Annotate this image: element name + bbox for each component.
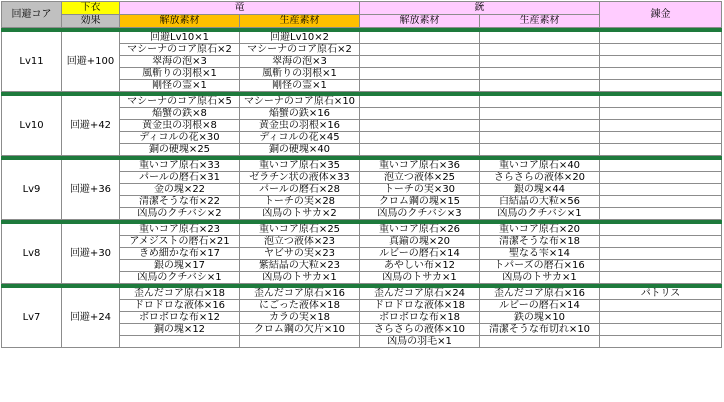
dragon-production-cell: 凶鳥のトサカ×1 xyxy=(240,272,360,284)
gun-production-cell xyxy=(480,144,600,156)
dragon-production-cell: 重いコア原石×35 xyxy=(240,160,360,172)
gun-release-cell: ドロドロな液体×18 xyxy=(360,300,480,312)
alchemy-cell xyxy=(600,224,722,236)
gun-production-cell xyxy=(480,132,600,144)
alchemy-cell xyxy=(600,208,722,220)
gun-production-cell xyxy=(480,80,600,92)
header-effect-bottom: 効果 xyxy=(62,15,120,28)
gun-release-cell: クロム鋼の塊×15 xyxy=(360,196,480,208)
gun-release-cell: あやしい布×12 xyxy=(360,260,480,272)
gun-release-cell: 真鍮の塊×20 xyxy=(360,236,480,248)
gun-release-cell: 凶鳥のクチバシ×3 xyxy=(360,208,480,220)
gun-release-cell: 凶鳥のトサカ×1 xyxy=(360,272,480,284)
dragon-production-cell: マシーナのコア原石×2 xyxy=(240,44,360,56)
gun-release-cell xyxy=(360,108,480,120)
level-cell: Lv11 xyxy=(2,32,62,92)
alchemy-cell xyxy=(600,260,722,272)
alchemy-cell xyxy=(600,56,722,68)
gun-release-cell: トーチの実×30 xyxy=(360,184,480,196)
gun-production-cell: 白結晶の大粒×56 xyxy=(480,196,600,208)
table-row xyxy=(2,96,722,108)
gun-release-cell xyxy=(360,96,480,108)
dragon-release-cell: 凶鳥のクチバシ×2 xyxy=(120,208,240,220)
alchemy-cell xyxy=(600,44,722,56)
gun-production-cell: 重いコア原石×20 xyxy=(480,224,600,236)
dragon-release-cell: 重いコア原石×23 xyxy=(120,224,240,236)
gun-production-cell xyxy=(480,56,600,68)
alchemy-cell xyxy=(600,312,722,324)
dragon-production-cell: 翠海の泡×3 xyxy=(240,56,360,68)
dragon-release-cell: ドロドロな液体×16 xyxy=(120,300,240,312)
table-row xyxy=(2,224,722,236)
gun-release-cell xyxy=(360,56,480,68)
dragon-production-cell: 銅の硬塊×40 xyxy=(240,144,360,156)
table-row xyxy=(2,288,722,300)
dragon-production-cell: マシーナのコア原石×10 xyxy=(240,96,360,108)
header-dragon-release: 解放素材 xyxy=(120,15,240,28)
gun-release-cell: 重いコア原石×36 xyxy=(360,160,480,172)
gun-production-cell xyxy=(480,32,600,44)
dragon-release-cell: 重いコア原石×33 xyxy=(120,160,240,172)
gun-production-cell: 清潔そうな布×18 xyxy=(480,236,600,248)
gun-release-cell: さらさらの液体×10 xyxy=(360,324,480,336)
dragon-release-cell: 銅の塊×12 xyxy=(120,324,240,336)
gun-release-cell: ルビーの磨石×14 xyxy=(360,248,480,260)
gun-production-cell: 聖なる雫×14 xyxy=(480,248,600,260)
gun-release-cell xyxy=(360,68,480,80)
dragon-production-cell xyxy=(240,336,360,348)
level-cell: Lv7 xyxy=(2,288,62,348)
dragon-release-cell: 剛怪の霊×1 xyxy=(120,80,240,92)
alchemy-cell xyxy=(600,96,722,108)
gun-production-cell: 清潔そうな布切れ×10 xyxy=(480,324,600,336)
gun-production-cell xyxy=(480,96,600,108)
dragon-release-cell xyxy=(120,336,240,348)
alchemy-cell xyxy=(600,236,722,248)
alchemy-cell xyxy=(600,80,722,92)
alchemy-cell xyxy=(600,248,722,260)
header-dragon: 竜 xyxy=(120,2,360,15)
gun-release-cell: ボロボロな布×18 xyxy=(360,312,480,324)
dragon-release-cell: 風斬りの羽根×1 xyxy=(120,68,240,80)
table-row xyxy=(2,160,722,172)
alchemy-cell xyxy=(600,184,722,196)
alchemy-cell xyxy=(600,120,722,132)
dragon-production-cell: 黄金虫の羽根×16 xyxy=(240,120,360,132)
alchemy-cell xyxy=(600,108,722,120)
alchemy-cell xyxy=(600,68,722,80)
header-gun-release: 解放素材 xyxy=(360,15,480,28)
gun-release-cell xyxy=(360,44,480,56)
dragon-production-cell: 泡立つ液体×23 xyxy=(240,236,360,248)
gun-production-cell xyxy=(480,108,600,120)
gun-release-cell: 泡立つ液体×25 xyxy=(360,172,480,184)
alchemy-cell xyxy=(600,272,722,284)
dragon-release-cell: マシーナのコア原石×2 xyxy=(120,44,240,56)
alchemy-cell xyxy=(600,196,722,208)
gun-release-cell xyxy=(360,132,480,144)
dragon-production-cell: 紫結晶の大粒×23 xyxy=(240,260,360,272)
dragon-release-cell: 清潔そうな布×22 xyxy=(120,196,240,208)
dragon-production-cell: 剛怪の霊×1 xyxy=(240,80,360,92)
dragon-release-cell: 回避Lv10×1 xyxy=(120,32,240,44)
gun-production-cell: 歪んだコア原石×16 xyxy=(480,288,600,300)
level-cell: Lv10 xyxy=(2,96,62,156)
alchemy-cell xyxy=(600,160,722,172)
alchemy-cell xyxy=(600,172,722,184)
dragon-production-cell: カラの実×18 xyxy=(240,312,360,324)
dragon-release-cell: マシーナのコア原石×5 xyxy=(120,96,240,108)
dragon-release-cell: 金の塊×22 xyxy=(120,184,240,196)
effect-cell: 回避+24 xyxy=(62,288,120,348)
header-effect-top: 下衣 xyxy=(62,2,120,15)
alchemy-cell xyxy=(600,132,722,144)
alchemy-cell xyxy=(600,300,722,312)
alchemy-cell xyxy=(600,336,722,348)
header-gun: 銃 xyxy=(360,2,600,15)
gun-release-cell xyxy=(360,120,480,132)
gun-release-cell xyxy=(360,32,480,44)
dragon-release-cell: 黄金虫の羽根×8 xyxy=(120,120,240,132)
dragon-release-cell: 銀の塊×17 xyxy=(120,260,240,272)
gun-release-cell: 歪んだコア原石×24 xyxy=(360,288,480,300)
table-row xyxy=(2,32,722,44)
effect-cell: 回避+42 xyxy=(62,96,120,156)
dragon-release-cell: 翠海の泡×3 xyxy=(120,56,240,68)
dragon-release-cell: 焔蟹の鉄×8 xyxy=(120,108,240,120)
alchemy-cell xyxy=(600,324,722,336)
dragon-release-cell: きめ細かな布×17 xyxy=(120,248,240,260)
gun-production-cell xyxy=(480,44,600,56)
effect-cell: 回避+100 xyxy=(62,32,120,92)
dragon-production-cell: 回避Lv10×2 xyxy=(240,32,360,44)
dragon-production-cell: 重いコア原石×25 xyxy=(240,224,360,236)
dragon-production-cell: パールの磨石×28 xyxy=(240,184,360,196)
gun-release-cell: 凶鳥の羽毛×1 xyxy=(360,336,480,348)
dragon-production-cell: トーチの実×28 xyxy=(240,196,360,208)
dragon-release-cell: ディコルの花×30 xyxy=(120,132,240,144)
dragon-release-cell: アメジストの磨石×21 xyxy=(120,236,240,248)
dragon-release-cell: ボロボロな布×12 xyxy=(120,312,240,324)
gun-production-cell xyxy=(480,68,600,80)
dragon-production-cell: 歪んだコア原石×16 xyxy=(240,288,360,300)
dragon-release-cell: 歪んだコア原石×18 xyxy=(120,288,240,300)
level-cell: Lv9 xyxy=(2,160,62,220)
effect-cell: 回避+36 xyxy=(62,160,120,220)
gun-production-cell xyxy=(480,120,600,132)
gun-production-cell: ルビーの磨石×14 xyxy=(480,300,600,312)
gun-release-cell xyxy=(360,144,480,156)
gun-production-cell: 銀の塊×44 xyxy=(480,184,600,196)
dragon-release-cell: パールの磨石×31 xyxy=(120,172,240,184)
level-cell: Lv8 xyxy=(2,224,62,284)
header-dragon-production: 生産素材 xyxy=(240,15,360,28)
dragon-production-cell: ディコルの花×45 xyxy=(240,132,360,144)
alchemy-cell xyxy=(600,32,722,44)
materials-table xyxy=(1,1,722,348)
dragon-production-cell: 風斬りの羽根×1 xyxy=(240,68,360,80)
dragon-production-cell: にごった液体×18 xyxy=(240,300,360,312)
gun-production-cell: 凶鳥のトサカ×1 xyxy=(480,272,600,284)
dragon-production-cell: クロム鋼の欠片×10 xyxy=(240,324,360,336)
header-gun-production: 生産素材 xyxy=(480,15,600,28)
gun-release-cell: 重いコア原石×26 xyxy=(360,224,480,236)
alchemy-cell: パトリス xyxy=(600,288,722,300)
gun-production-cell: 重いコア原石×40 xyxy=(480,160,600,172)
dragon-production-cell: 凶鳥のトサカ×2 xyxy=(240,208,360,220)
gun-production-cell: トパーズの磨石×16 xyxy=(480,260,600,272)
dragon-production-cell: 焔蟹の鉄×16 xyxy=(240,108,360,120)
gun-production-cell: 凶鳥のクチバシ×1 xyxy=(480,208,600,220)
gun-production-cell: 鉄の塊×10 xyxy=(480,312,600,324)
gun-production-cell: さらさらの液体×20 xyxy=(480,172,600,184)
dragon-production-cell: ヤビサの実×23 xyxy=(240,248,360,260)
dragon-release-cell: 銅の硬塊×25 xyxy=(120,144,240,156)
gun-production-cell xyxy=(480,336,600,348)
effect-cell: 回避+30 xyxy=(62,224,120,284)
header-core: 回避コア xyxy=(2,2,62,28)
dragon-production-cell: ゼラチン状の液体×33 xyxy=(240,172,360,184)
dragon-release-cell: 凶鳥のクチバシ×1 xyxy=(120,272,240,284)
gun-release-cell xyxy=(360,80,480,92)
header-alchemy: 錬金 xyxy=(600,2,722,28)
alchemy-cell xyxy=(600,144,722,156)
